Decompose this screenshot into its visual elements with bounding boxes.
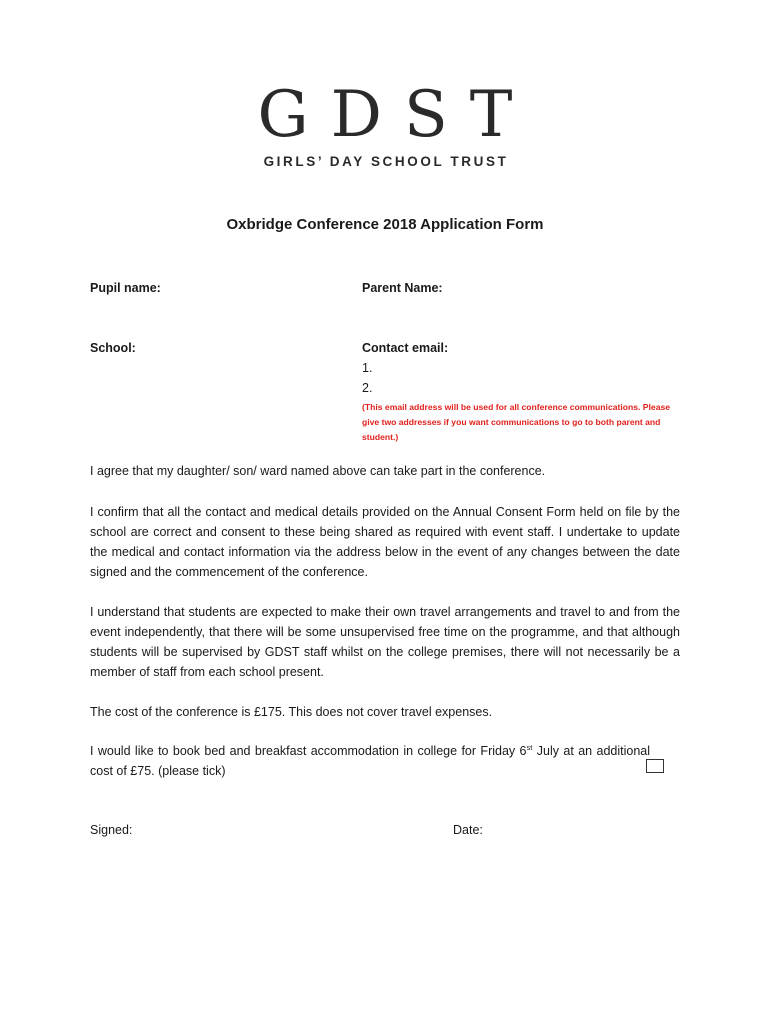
email-note: (This email address will be used for all conference communications. Please give two addresses if you want communications to go to both parent and student.) [362, 402, 671, 442]
gdst-logo [0, 80, 770, 169]
booking-superscript: st [526, 742, 533, 752]
understand-paragraph: I understand that students are expected to make their own travel arrangements and travel to and from the event independently, that there will be some unsupervised free time on the programme, and that although students will be supervised by GDST staff whilst on the college premises, there will not necessarily be a member of staff from each school present. [90, 605, 680, 679]
email-2-label: 2. [362, 381, 373, 395]
logo-subtitle: GIRLS’ DAY SCHOOL TRUST [263, 154, 509, 169]
accommodation-tick-box[interactable] [646, 759, 664, 773]
parent-name-label: Parent Name: [362, 281, 443, 295]
signed-label: Signed: [90, 823, 133, 837]
booking-text-2: July at an additional cost of £75. (please tick) [90, 744, 651, 778]
school-label: School: [90, 341, 136, 355]
booking-text-1: I would like to book bed and breakfast accommodation in college for Friday 6 [90, 744, 527, 758]
email-1-label: 1. [362, 361, 373, 375]
confirm-paragraph: I confirm that all the contact and medical details provided on the Annual Consent Form held on file by the school are correct and consent to these being shared as required with event staff. I undertake to update the medical and contact information via the address below in the event of any changes between the date signed and the commencement of the conference. [90, 505, 680, 579]
agree-paragraph: I agree that my daughter/ son/ ward named above can take part in the conference. [90, 464, 546, 478]
date-label: Date: [453, 823, 483, 837]
cost-paragraph: The cost of the conference is £175. This does not cover travel expenses. [90, 705, 493, 719]
logo-wordmark: GDST [257, 78, 535, 152]
contact-email-label: Contact email: [362, 341, 449, 355]
booking-paragraph [90, 741, 650, 781]
pupil-name-label: Pupil name: [90, 281, 161, 295]
form-title: Oxbridge Conference 2018 Application Form [226, 216, 544, 233]
